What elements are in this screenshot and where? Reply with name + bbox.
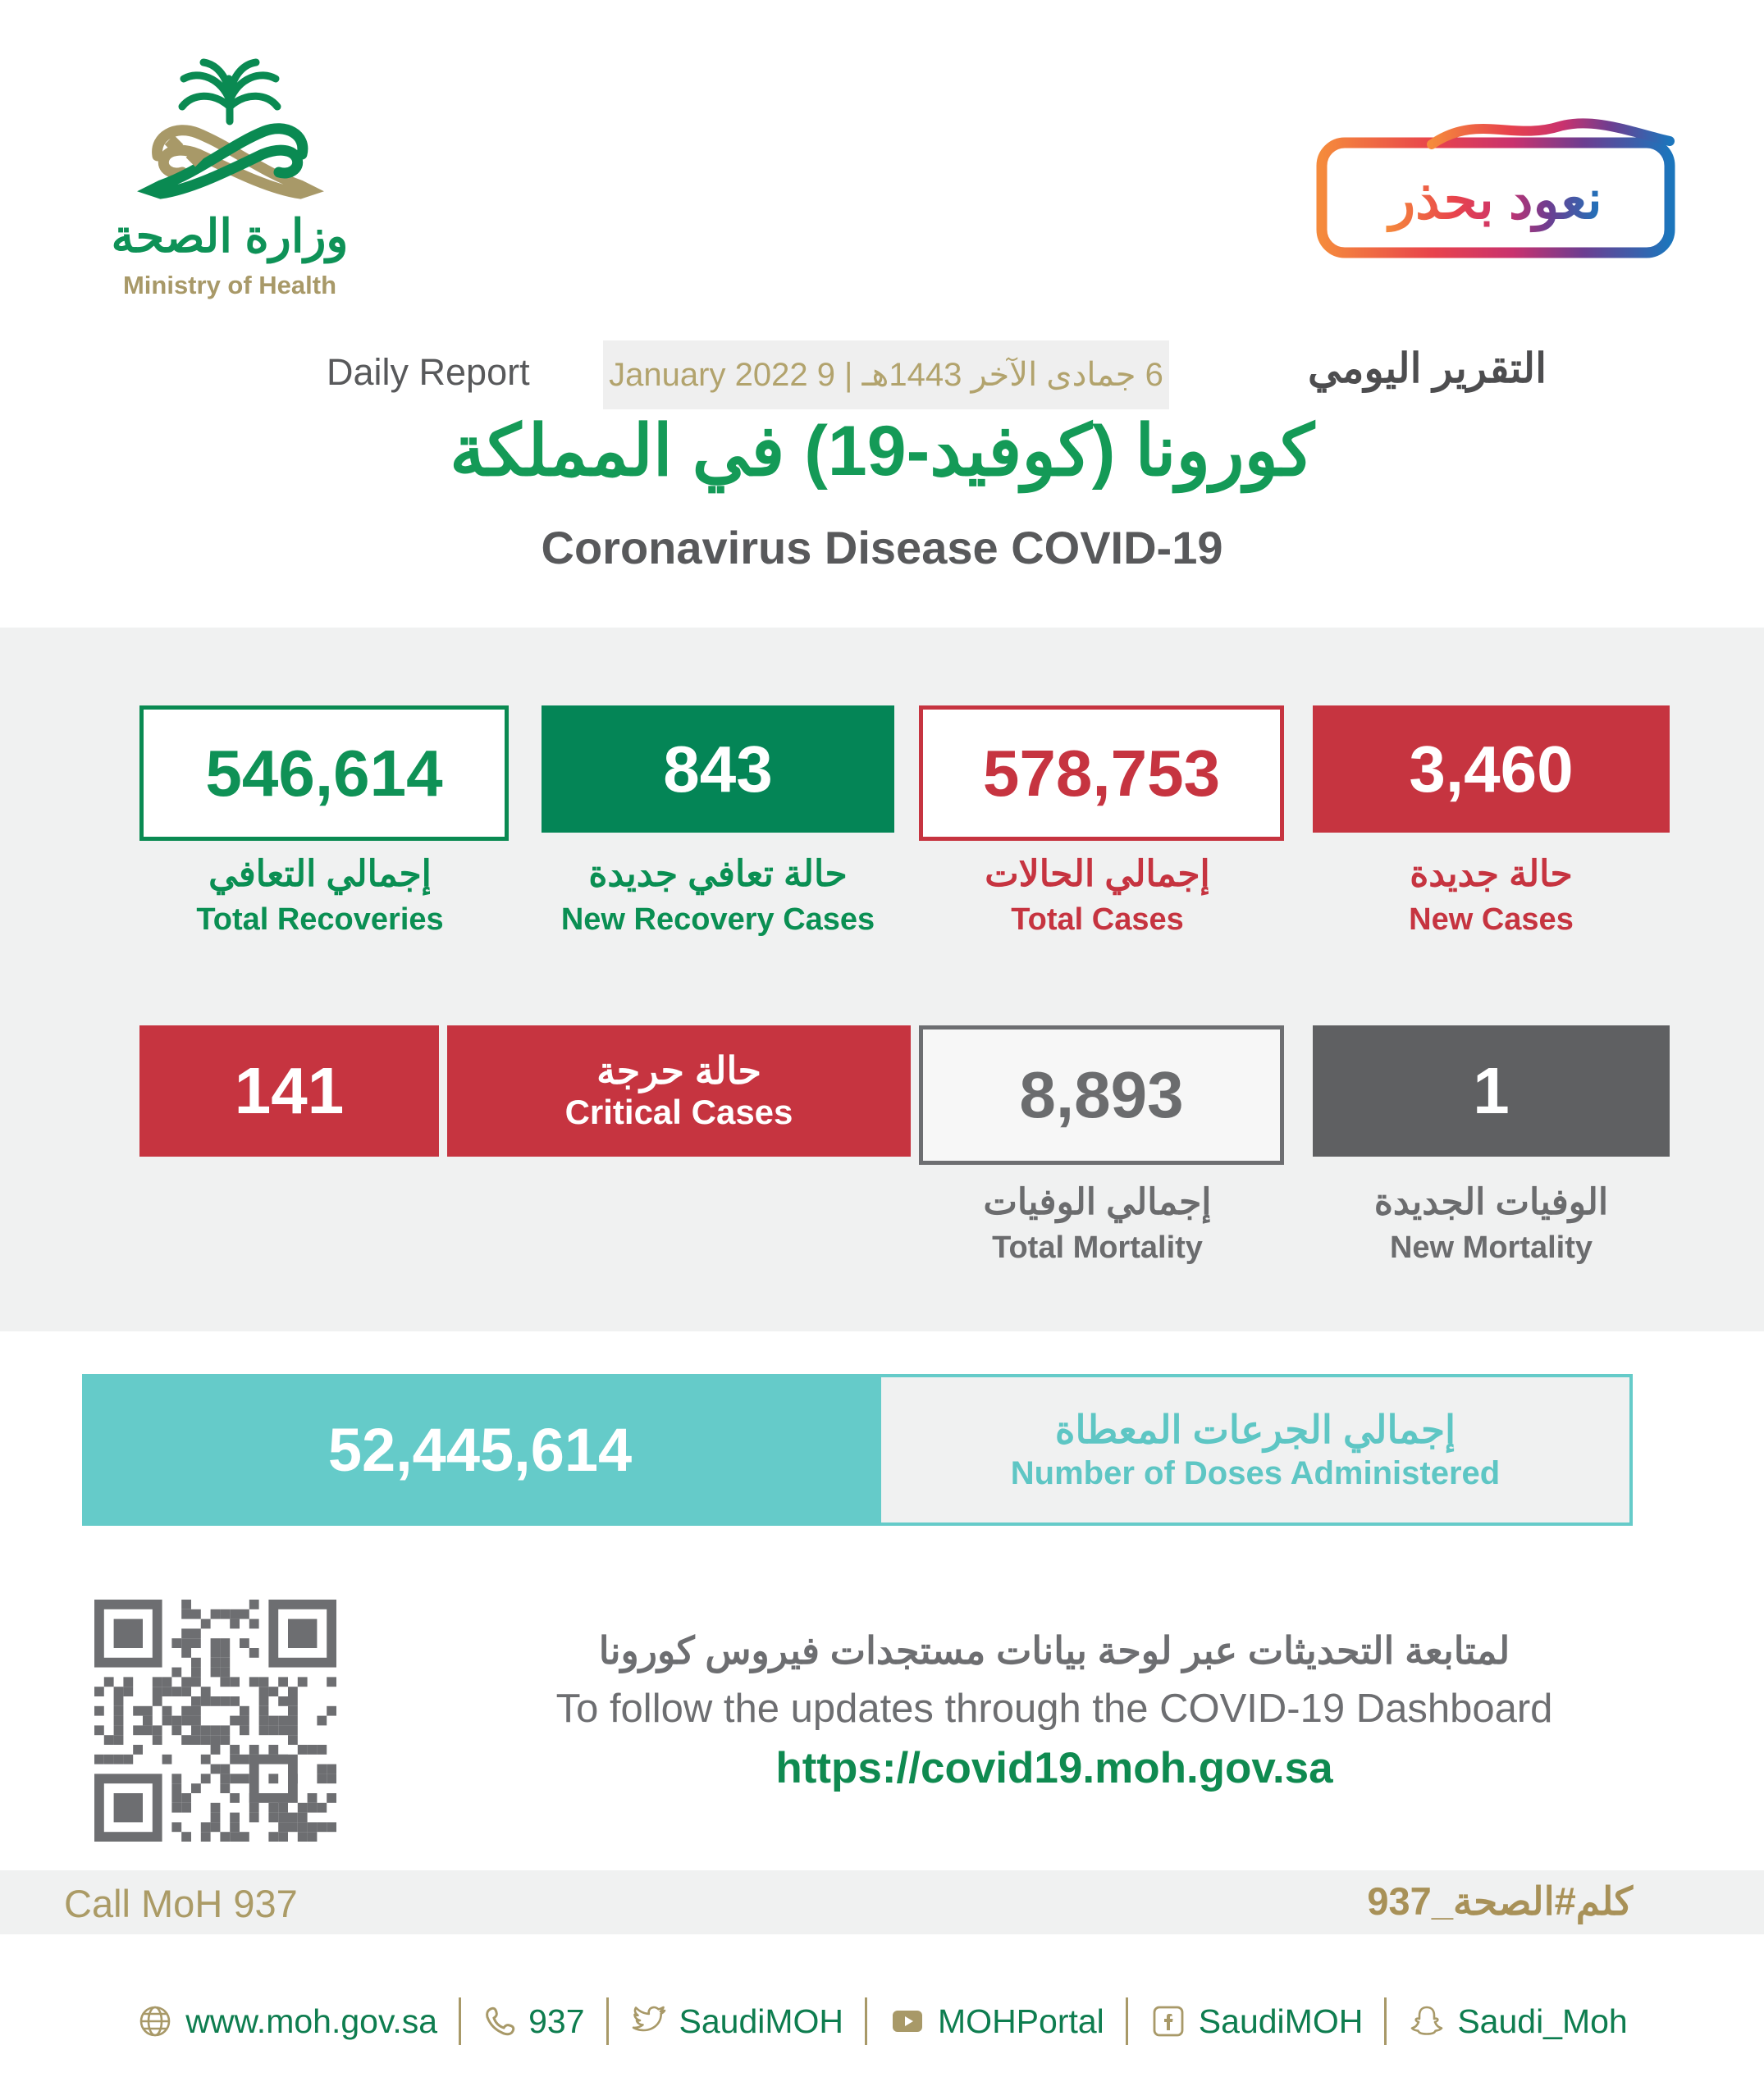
logo-title-english: Ministry of Health [122, 271, 337, 299]
new-mortality-value: 1 [1313, 1025, 1670, 1157]
footer-label-phone: 937 [528, 2002, 585, 2040]
total-cases-label-en: Total Cases [1011, 902, 1184, 937]
badge-text: نعود بحذر [1389, 169, 1602, 230]
footer-item-snapchat[interactable] [1408, 2002, 1627, 2041]
doses-administered-label-box [878, 1374, 1633, 1526]
total-cases-value: 578,753 [919, 705, 1284, 841]
new-mortality-label-en: New Mortality [1389, 1230, 1593, 1265]
footer-item-facebook[interactable] [1149, 2002, 1364, 2041]
footer-item-twitter[interactable] [630, 2002, 844, 2041]
crossed-swords-icon [151, 129, 310, 194]
total-recoveries-label-en: Total Recoveries [196, 902, 444, 937]
critical-cases-value: 141 [139, 1025, 439, 1157]
report-date: 6 جمادى الآخر 1443هـ | 9 January 2022 [603, 340, 1169, 409]
call-moh-arabic: كلم#الصحة_937 [1367, 1879, 1633, 1923]
moh-logo [107, 49, 353, 213]
total-mortality-value: 8,893 [919, 1025, 1284, 1165]
page-title-arabic: كورونا (كوفيد-19) في المملكة [450, 412, 1314, 491]
critical-cases-label-ar: حالة حرجة [596, 1049, 761, 1093]
new-cases-label-en: New Cases [1409, 902, 1574, 937]
total-mortality-label-ar: إجمالي الوفيات [983, 1182, 1212, 1222]
dashboard-url-link[interactable]: https://covid19.moh.gov.sa [775, 1744, 1333, 1792]
footer-separator [606, 1997, 609, 2045]
footer-label-youtube: MOHPortal [938, 2002, 1104, 2040]
phone-icon [482, 2004, 517, 2038]
qr-code [94, 1600, 336, 1842]
dashboard-line-arabic: لمتابعة التحديثات عبر لوحة بيانات مستجدات فيروس كورونا [598, 1629, 1510, 1672]
dashboard-line-english: To follow the updates through the COVID-19 Dashboard [555, 1687, 1553, 1731]
critical-cases-label-en: Critical Cases [564, 1093, 793, 1132]
footer-label-twitter: SaudiMOH [679, 2002, 844, 2040]
daily-report-label-en: Daily Report [327, 351, 530, 393]
footer-item-phone[interactable] [482, 2002, 584, 2041]
doses-label-en: Number of Doses Administered [1010, 1454, 1501, 1491]
footer-item-website[interactable] [136, 2002, 437, 2041]
footer-label-website: www.moh.gov.sa [185, 2002, 438, 2040]
snapchat-icon [1408, 2002, 1446, 2040]
footer-item-youtube[interactable] [889, 2002, 1104, 2041]
youtube-icon [889, 2002, 926, 2040]
total-recoveries-value: 546,614 [139, 705, 509, 841]
facebook-icon [1149, 2002, 1187, 2040]
logo-title-arabic: وزارة الصحة [111, 210, 349, 262]
footer-separator [1384, 1997, 1387, 2045]
total-mortality-label-en: Total Mortality [992, 1230, 1203, 1265]
footer-social-row [0, 1997, 1764, 2045]
footer-separator [865, 1997, 867, 2045]
new-recovery-cases-label-en: New Recovery Cases [560, 902, 875, 937]
twitter-icon [630, 2002, 668, 2040]
globe-icon [136, 2002, 174, 2040]
doses-administered-value: 52,445,614 [82, 1374, 878, 1526]
critical-cases-label-box [447, 1025, 911, 1157]
footer-separator [1126, 1997, 1128, 2045]
new-cases-label-ar: حالة جديدة [1410, 854, 1573, 894]
footer-label-snapchat: Saudi_Moh [1457, 2002, 1628, 2040]
footer-label-facebook: SaudiMOH [1198, 2002, 1364, 2040]
page-title-english: Coronavirus Disease COVID-19 [541, 522, 1223, 573]
call-moh-english: Call MoH 937 [64, 1882, 298, 1925]
new-recovery-cases-label-ar: حالة تعافي جديدة [588, 854, 848, 894]
doses-label-ar: إجمالي الجرعات المعطاة [1054, 1408, 1456, 1452]
footer-separator [459, 1997, 461, 2045]
return-with-caution-badge [1309, 105, 1686, 265]
total-recoveries-label-ar: إجمالي التعافي [208, 854, 432, 894]
new-mortality-label-ar: الوفيات الجديدة [1373, 1182, 1609, 1222]
new-recovery-cases-value: 843 [542, 705, 894, 833]
palm-tree-icon [182, 62, 277, 121]
total-cases-label-ar: إجمالي الحالات [985, 854, 1210, 894]
daily-report-label-ar: التقرير اليومي [1308, 345, 1547, 391]
new-cases-value: 3,460 [1313, 705, 1670, 833]
